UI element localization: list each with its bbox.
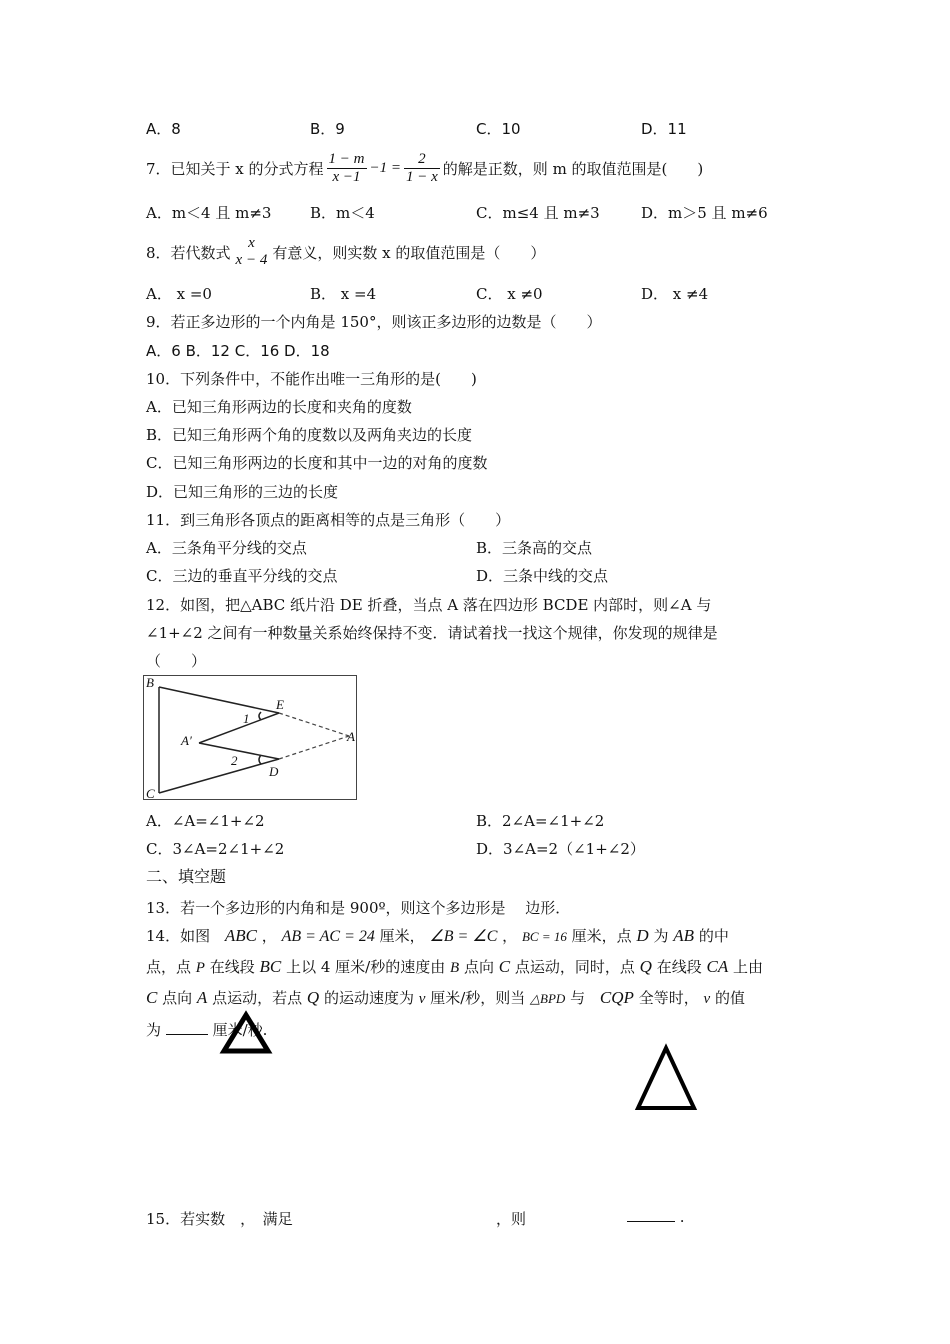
q8-fraction [234,235,270,269]
q7-option-c: C．m≤4 且 m≠3 [476,204,600,222]
q10-option-d: D．已知三角形的三边的长度 [146,483,339,501]
q14-line-2 [146,956,763,977]
q14-line-3 [146,987,745,1008]
q14-text: 在线段 [209,958,255,976]
q14-line-1 [146,925,729,946]
q13-stem: 13．若一个多边形的内角和是 900º，则这个多边形是 边形． [146,899,571,917]
q7-stem [146,146,703,190]
q7-frac1-num: 1 − m [328,150,365,167]
q11-stem: 11．到三角形各顶点的距离相等的点是三角形（ ） [146,511,511,529]
q7-option-b: B．m＜4 [310,204,375,222]
q14-text: 上由 [733,958,764,976]
q11-option-d: D．三条中线的交点 [476,567,609,585]
section-title: 二、填空题 [146,867,227,886]
q8-stem [146,230,545,274]
q14-text: ， [502,927,518,945]
q12-option-b: B．2∠A=∠1+∠2 [476,812,605,830]
q14-math-v: v [418,991,426,1007]
q14-text: 点，点 [146,958,192,976]
q10-option-b: B．已知三角形两个角的度数以及两角夹边的长度 [146,426,473,444]
q12-option-c: C．3∠A=2∠1+∠2 [146,840,285,858]
q14-math-cqp: CQP [599,988,634,1007]
label-c: C [146,786,155,801]
q14-math-bc: BC = 16 [521,929,567,944]
q14-text: 点向 [463,958,494,976]
q14-text: 上以 4 厘米/秒的速度由 [286,958,446,976]
q14-text: 的值 [714,989,745,1007]
q14-math-ab-ac: AB = AC = 24 [281,928,375,945]
label-d: D [269,764,279,779]
q11-option-a: A．三条角平分线的交点 [146,539,307,557]
q12-line-1: 12．如图，把△ABC 纸片沿 DE 折叠，当点 A 落在四边形 BCDE 内部时，则∠A 与 [146,596,712,614]
q14-text: 为 [653,927,669,945]
q8-option-b: B． x =4 [310,285,377,303]
q12-line-2: ∠1+∠2 之间有一种数量关系始终保持不变．请试着找一找这个规律，你发现的规律是 [146,624,718,642]
q14-math-d: D [636,926,649,945]
q14-text: 点运动，同时，点 [514,958,635,976]
q6-option-c: C．10 [476,120,521,138]
q9-options: A．6 B．12 C．16 D．18 [146,342,330,360]
q14-math-q: Q [306,988,320,1007]
q14-math-v: v [703,991,711,1007]
label-b: B [146,675,154,690]
q14-math-q: Q [639,957,652,976]
q14-text: 点向 [162,989,193,1007]
q14-math-bc: BC [259,957,282,976]
q14-math-p: P [195,960,205,976]
q14-text: 的运动速度为 [323,989,414,1007]
q14-text: ， [261,927,277,945]
q14-text: 厘米，点 [571,927,632,945]
q15-period: . [679,1208,685,1226]
q8-suffix: 有意义，则实数 x 的取值范围是（ ） [272,243,546,262]
q7-fraction-2 [404,151,440,186]
q14-math-abc: ABC [224,926,257,945]
q11-option-c: C．三边的垂直平分线的交点 [146,567,338,585]
q7-frac2-den: 1 − x [406,168,438,185]
q12-fold-figure [143,675,357,801]
q14-text: 14．如图 [146,927,211,945]
triangle-symbol-small [217,1010,275,1056]
q10-option-c: C．已知三角形两边的长度和其中一边的对角的度数 [146,454,488,472]
q11-option-b: B．三条高的交点 [476,539,593,557]
q14-math-b: B [449,960,460,976]
q7-frac1-den: x −1 [327,168,367,186]
q14-text: 点运动，若点 [212,989,303,1007]
label-a-prime: A′ [181,733,192,748]
q8-option-d: D． x ≠4 [641,285,709,303]
q8-frac-den: x − 4 [235,252,268,268]
q14-text: 厘米/秒，则当 [430,989,526,1007]
q7-fraction-1 [327,151,367,186]
q14-math-ab: AB [673,926,695,945]
q10-stem: 10．下列条件中，不能作出唯一三角形的是( ) [146,370,477,388]
q14-text: 与 [570,989,586,1007]
q6-option-b: B．9 [310,120,345,138]
q10-option-a: A．已知三角形两边的长度和夹角的度数 [146,398,412,416]
q14-text: 全等时， [638,989,699,1007]
q12-option-d: D．3∠A=2（∠1+∠2） [476,840,645,858]
q6-option-a: A．8 [146,120,181,138]
q8-frac-num: x [248,235,255,251]
q15-stem: 15．若实数 ， 满足 [146,1210,293,1228]
q14-text: 厘米/秒. [212,1021,268,1039]
q12-option-a: A．∠A=∠1+∠2 [146,812,265,830]
q14-math-c: C [498,957,511,976]
q7-option-d: D．m＞5 且 m≠6 [641,204,768,222]
triangle-symbol-large [632,1043,700,1113]
q9-stem: 9．若正多边形的一个内角是 150°，则该正多边形的边数是（ ） [146,313,602,331]
q14-text: 厘米， [379,927,425,945]
q8-option-a: A． x =0 [146,285,212,303]
q12-line-3: （ ） [146,652,207,670]
q14-text: 的中 [698,927,729,945]
q8-prefix: 8．若代数式 [146,243,231,262]
q15-answer [627,1208,685,1226]
q14-math-a: A [196,988,208,1007]
label-e: E [276,697,284,712]
label-angle-2: 2 [231,753,238,768]
q14-math-c: C [146,988,158,1007]
q14-text: 为 [146,1021,162,1039]
q6-option-d: D．11 [641,120,687,138]
q7-suffix: 的解是正数，则 m 的取值范围是( ) [442,159,704,178]
q14-answer-blank [166,1034,208,1035]
q7-option-a: A．m＜4 且 m≠3 [146,204,272,222]
label-angle-1: 1 [243,711,250,726]
q8-option-c: C． x ≠0 [476,285,543,303]
q14-text: 在线段 [656,958,702,976]
q7-eq-mid: −1 = [369,159,402,176]
label-a: A [347,729,355,744]
q14-math-ca: CA [706,957,729,976]
q7-frac2-num: 2 [418,150,426,167]
q7-prefix: 7．已知关于 x 的分式方程 [146,159,324,178]
q15-then: ，则 [496,1210,527,1228]
q14-math-bpd: △BPD [530,991,566,1006]
q15-answer-blank [627,1221,675,1222]
q14-math-angle-bc: ∠B = ∠C [429,928,498,945]
